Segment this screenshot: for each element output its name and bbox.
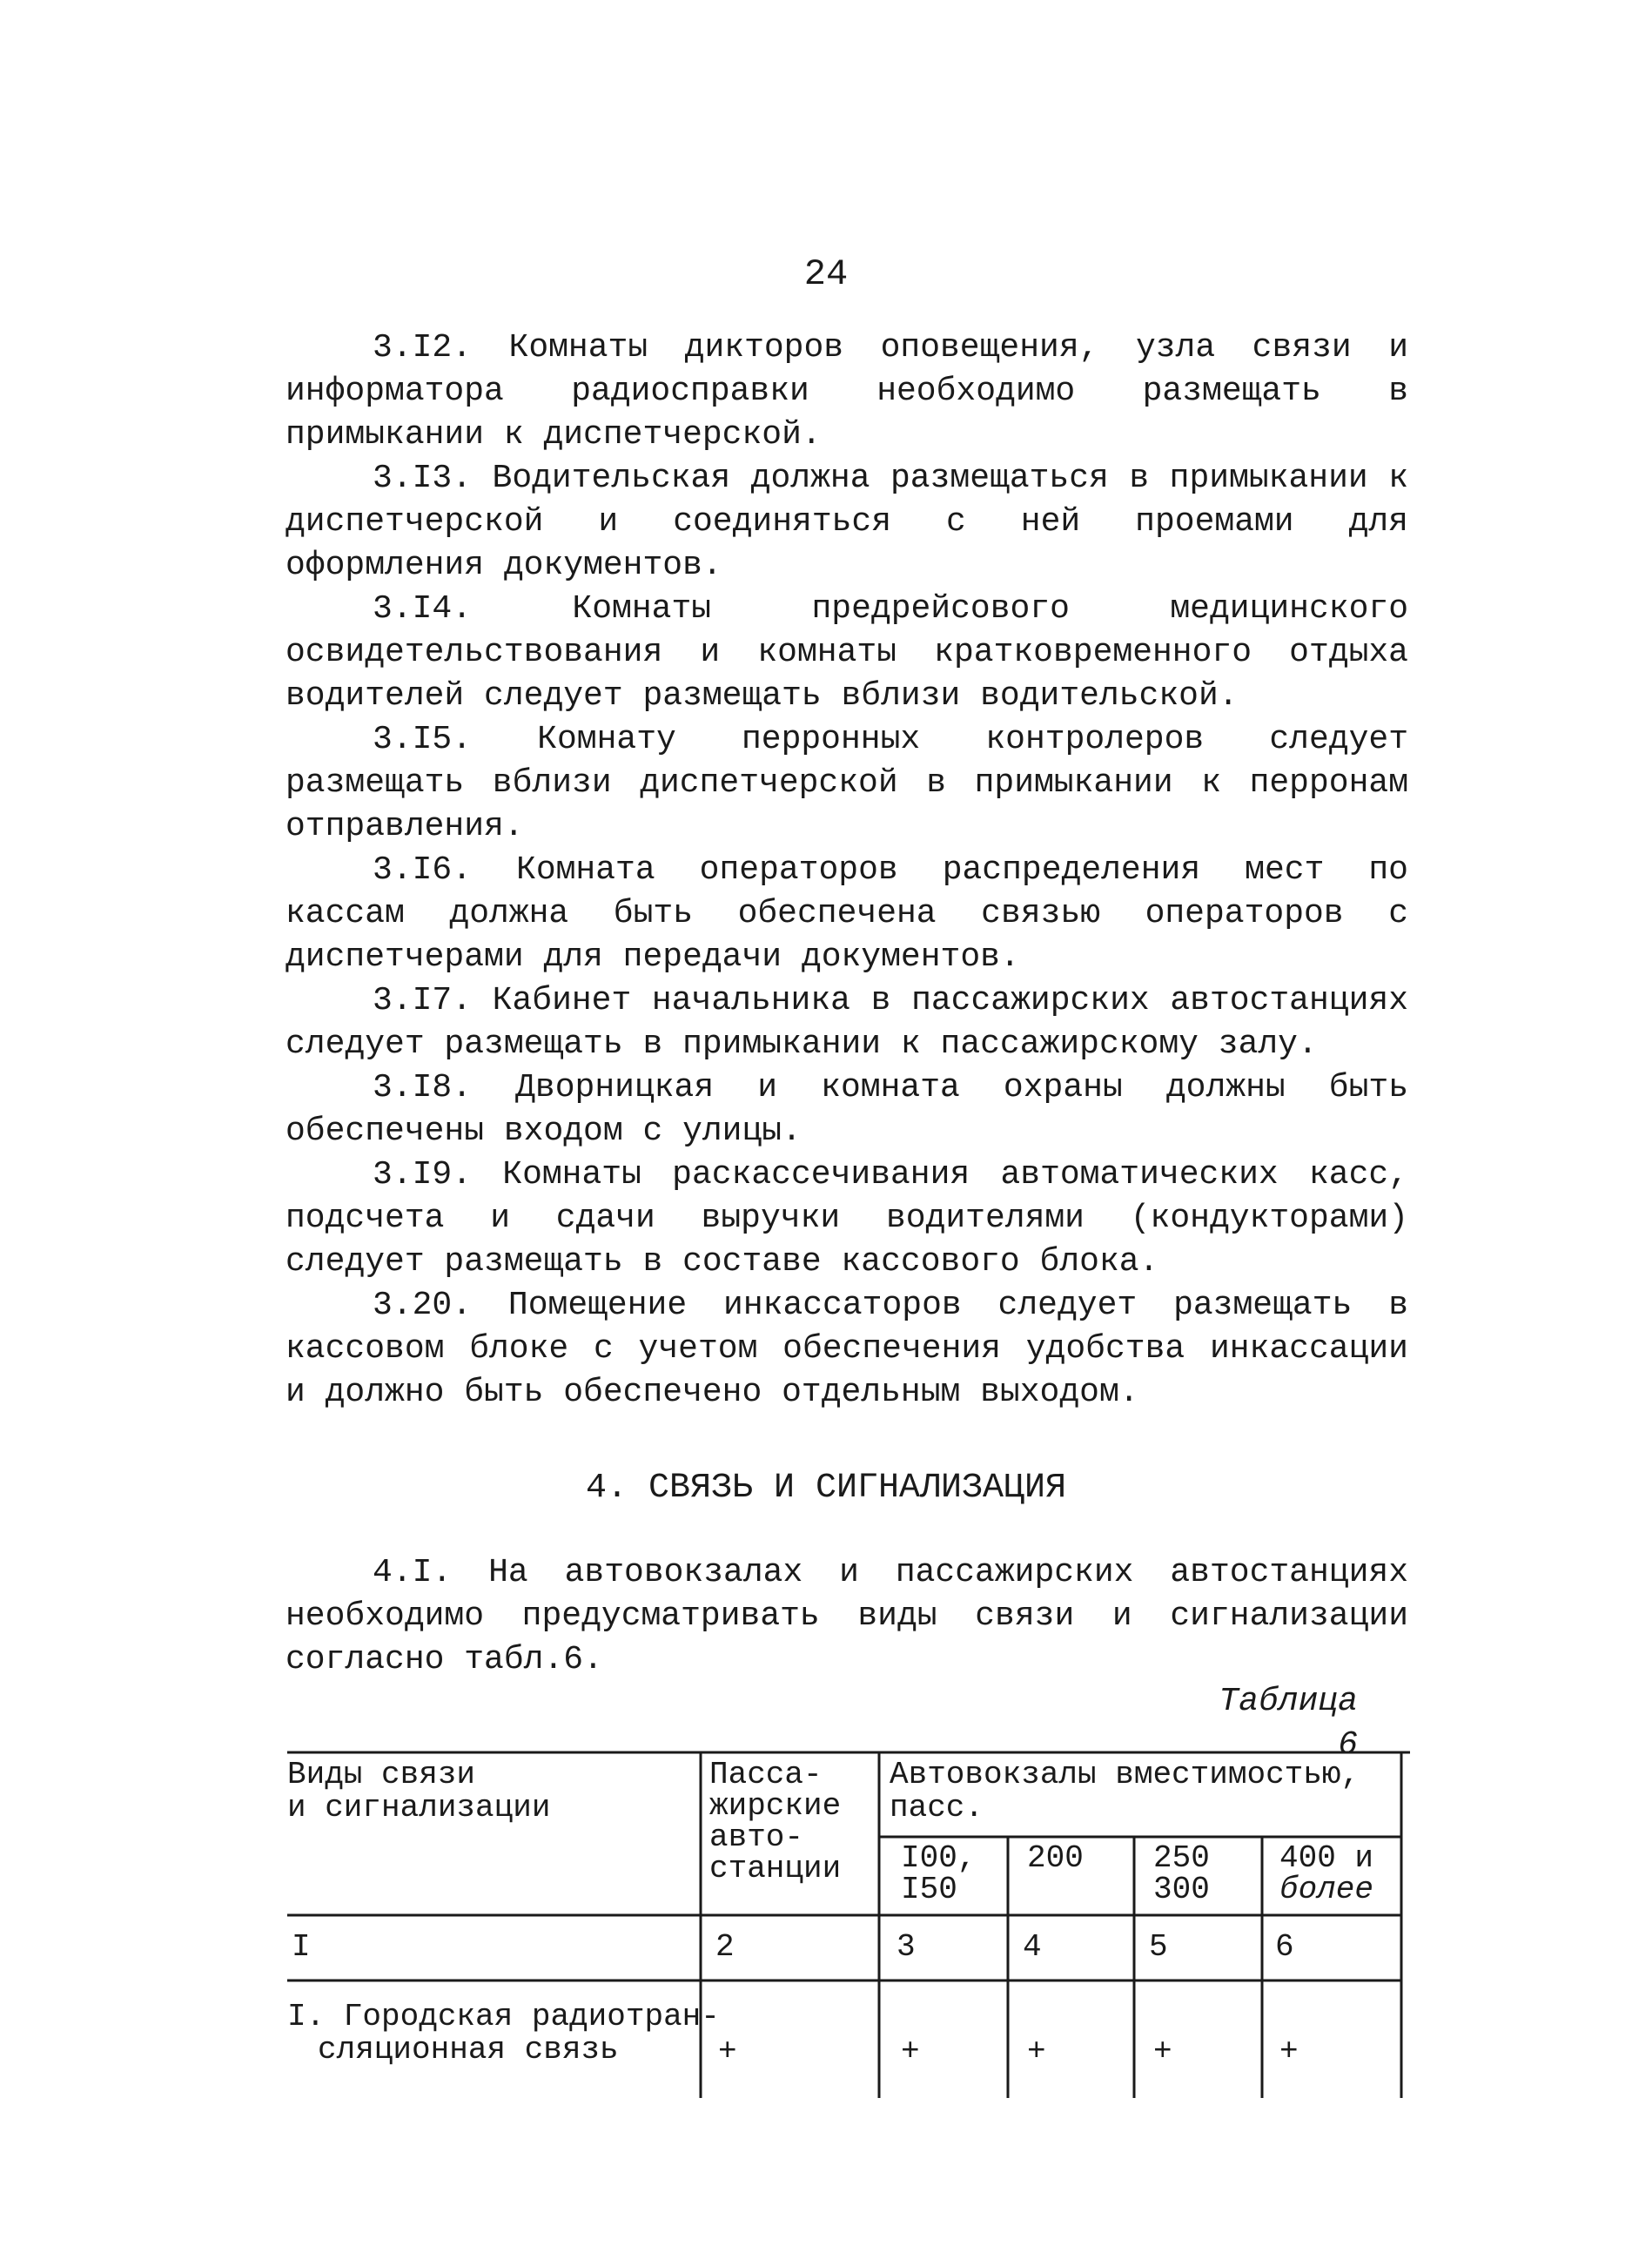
column-number-2: 2 [715,1929,735,1965]
column-number-1: I [292,1929,311,1965]
row-1-value-stations: + [718,2034,737,2069]
column-number-6: 6 [1275,1929,1294,1965]
paragraph-3-20: 3.20. Помещение инкассаторов следует размещать в кассовом блоке с учетом обеспечения удобства инкассации и должно быть обеспечено отдельным выходом. [285,1287,1408,1411]
paragraph-3-18: 3.I8. Дворницкая и комната охраны должны быть обеспечены входом с улицы. [285,1069,1408,1150]
row-1-name-line1: I. Городская радиотран- [287,1999,720,2034]
column-number-3: 3 [897,1929,916,1965]
capacity-250-300-line1: 250 [1153,1840,1210,1876]
header-types-line1: Виды связи [287,1757,476,1792]
capacity-200: 200 [1027,1840,1084,1876]
paragraph-3-19: 3.I9. Комнаты раскассечивания автоматических касс, подсчета и сдачи выручки водителями (кондукторами) следует размещать в составе кассового блока. [285,1156,1408,1281]
row-1-value-100-150: + [901,2034,920,2069]
column-number-4: 4 [1023,1929,1042,1965]
paragraph-4-1: 4.I. На автовокзалах и пассажирских автостанциях необходимо предусматривать виды связи и сигнализации согласно табл.6. [285,1554,1408,1678]
paragraph-3-12: 3.I2. Комнаты дикторов оповещения, узла связи и информатора радиосправки необходимо размещать в примыкании к диспетчерской. [285,329,1408,454]
section-4-title: 4. СВЯЗЬ И СИГНАЛИЗАЦИЯ [585,1469,1067,1508]
header-stations-line2: жирские [709,1788,842,1824]
table-caption: Таблица 6 [1219,1683,1358,1764]
capacity-400-more-line1: 400 и [1279,1840,1374,1876]
paragraph-3-17: 3.I7. Кабинет начальника в пассажирских автостанциях следует размещать в примыкании к пассажирскому залу. [285,982,1408,1063]
paragraph-3-13: 3.I3. Водительская должна размещаться в примыкании к диспетчерской и соединяться с ней проемами для оформления документов. [285,460,1408,584]
row-1-value-400-more: + [1279,2034,1299,2069]
page-number: 24 [803,253,849,295]
paragraph-3-15: 3.I5. Комнату перронных контролеров следует размещать вблизи диспетчерской в примыкании к перронам отправления. [285,721,1408,845]
capacity-250-300-line2: 300 [1153,1872,1210,1907]
capacity-100-150-line2: I50 [901,1872,957,1907]
section-3-paragraphs [285,326,1408,1415]
capacity-400-more-line2: более [1279,1872,1374,1907]
header-terminals-line2: пасс. [890,1790,984,1826]
row-1-value-250-300: + [1153,2034,1172,2069]
row-1-value-200: + [1027,2034,1046,2069]
capacity-100-150-line1: I00, [901,1840,977,1876]
section-4-body [285,1551,1408,1682]
header-terminals-line1: Автовокзалы вместимостью, [890,1757,1360,1792]
paragraph-3-14: 3.I4. Комнаты предрейсового медицинского освидетельствования и комнаты кратковременного отдыха водителей следует размещать вблизи водительской. [285,590,1408,715]
header-stations-line1: Пасса- [709,1757,823,1792]
row-1-name-line2: сляционная связь [318,2032,619,2068]
header-stations-line3: авто- [709,1819,804,1855]
header-types-line2: и сигнализации [287,1790,551,1826]
paragraph-3-16: 3.I6. Комната операторов распределения мест по кассам должна быть обеспечена связью операторов с диспетчерами для передачи документов. [285,851,1408,976]
column-number-5: 5 [1149,1929,1168,1965]
header-stations-line4: станции [709,1851,842,1886]
